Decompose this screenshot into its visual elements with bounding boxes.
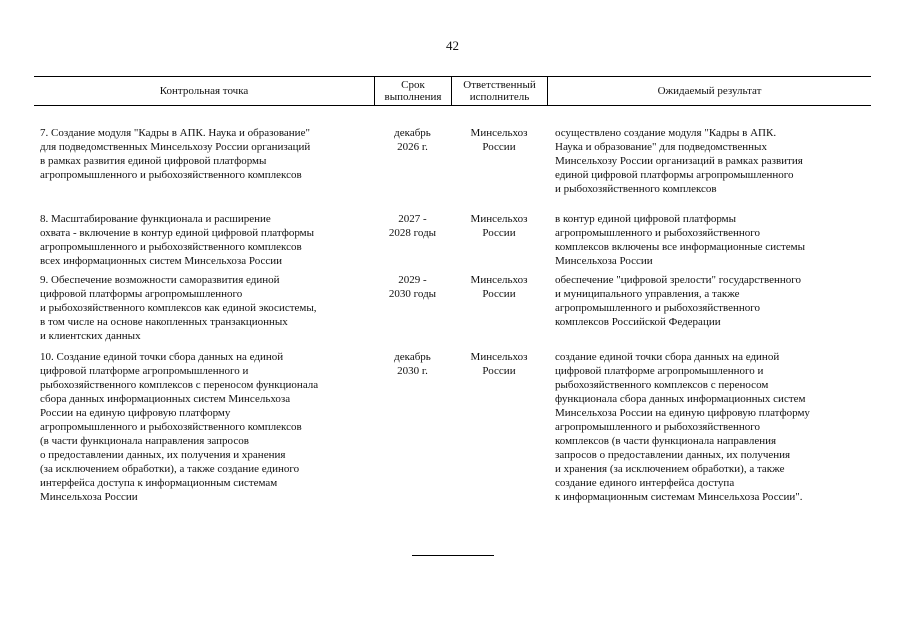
checkpoint-cell: 10. Создание единой точки сбора данных на единой цифровой платформе агропромышленного и рыбохозяйственного комплексов с переносом функционала сбора данных информационных систем Минсельхоза России на единую цифровую платформу агропромышленного и рыбохозяйственного комплексов (в части функционала направления запросов о предоставлении данных, их получения и хранения (за исключением обработки), а также создание единого интерфейса доступа к информационным системам Минсельхоза России xyxy=(40,351,319,503)
checkpoint-cell: 9. Обеспечение возможности саморазвития единой цифровой платформы агропромышленного и рыбохозяйственного комплексов как единой экосистемы, в том числе на основе накопленных транзакционных и клиентских данных xyxy=(40,274,317,342)
responsible-cell: Минсельхоз России xyxy=(470,213,528,239)
deadline-cell: 2029 - 2030 годы xyxy=(388,274,437,300)
header-checkpoint: Контрольная точка xyxy=(159,85,249,97)
result-cell: в контур единой цифровой платформы агропромышленного и рыбохозяйственного комплексов включены все информационные системы Минсельхоза России xyxy=(555,213,806,267)
table-row xyxy=(34,212,871,268)
header-deadline: Срок выполнения xyxy=(374,77,451,105)
header-responsible: Ответственный исполнитель xyxy=(451,77,547,105)
page-number: 42 xyxy=(446,38,459,53)
table-row xyxy=(34,273,871,343)
result-cell: осуществлено создание модуля "Кадры в АПК. Наука и образование" для подведомственных Минсельхозу России организаций в рамках развития единой цифровой платформы агропромышленного и рыбохозяйственного комплексов xyxy=(555,127,803,195)
header-result: Ожидаемый результат xyxy=(547,77,871,105)
result-cell: создание единой точки сбора данных на единой цифровой платформе агропромышленного и рыбохозяйственного комплексов с переносом функционала сбора данных информационных систем Минсельхоза России на единую цифровую платформу агропромышленного и рыбохозяйственного комплексов (в части функционала направления запросов о предоставлении данных, их получения и хранения (за исключением обработки), а также создание единого интерфейса доступа к информационным системам Минсельхоза России". xyxy=(555,351,810,503)
deadline-cell: декабрь 2030 г. xyxy=(394,351,431,377)
footer-rule xyxy=(412,555,494,556)
table-header xyxy=(34,76,871,106)
checkpoints-table xyxy=(34,76,871,504)
responsible-cell: Минсельхоз России xyxy=(470,351,528,377)
table-row xyxy=(34,350,871,504)
result-cell: обеспечение "цифровой зрелости" государственного и муниципального управления, а также агропромышленного и рыбохозяйственного комплексов Российской Федерации xyxy=(555,274,802,328)
responsible-cell: Минсельхоз России xyxy=(470,127,528,153)
deadline-cell: декабрь 2026 г. xyxy=(394,127,431,153)
checkpoint-cell: 7. Создание модуля "Кадры в АПК. Наука и образование" для подведомственных Минсельхозу России организаций в рамках развития единой цифровой платформы агропромышленного и рыбохозяйственного комплексов xyxy=(40,127,311,181)
responsible-cell: Минсельхоз России xyxy=(470,274,528,300)
checkpoint-cell: 8. Масштабирование функционала и расширение охвата - включение в контур единой цифровой платформы агропромышленного и рыбохозяйственного комплексов всех информационных систем Минсельхоза России xyxy=(40,213,315,267)
deadline-cell: 2027 - 2028 годы xyxy=(388,213,437,239)
table-row xyxy=(34,126,871,196)
